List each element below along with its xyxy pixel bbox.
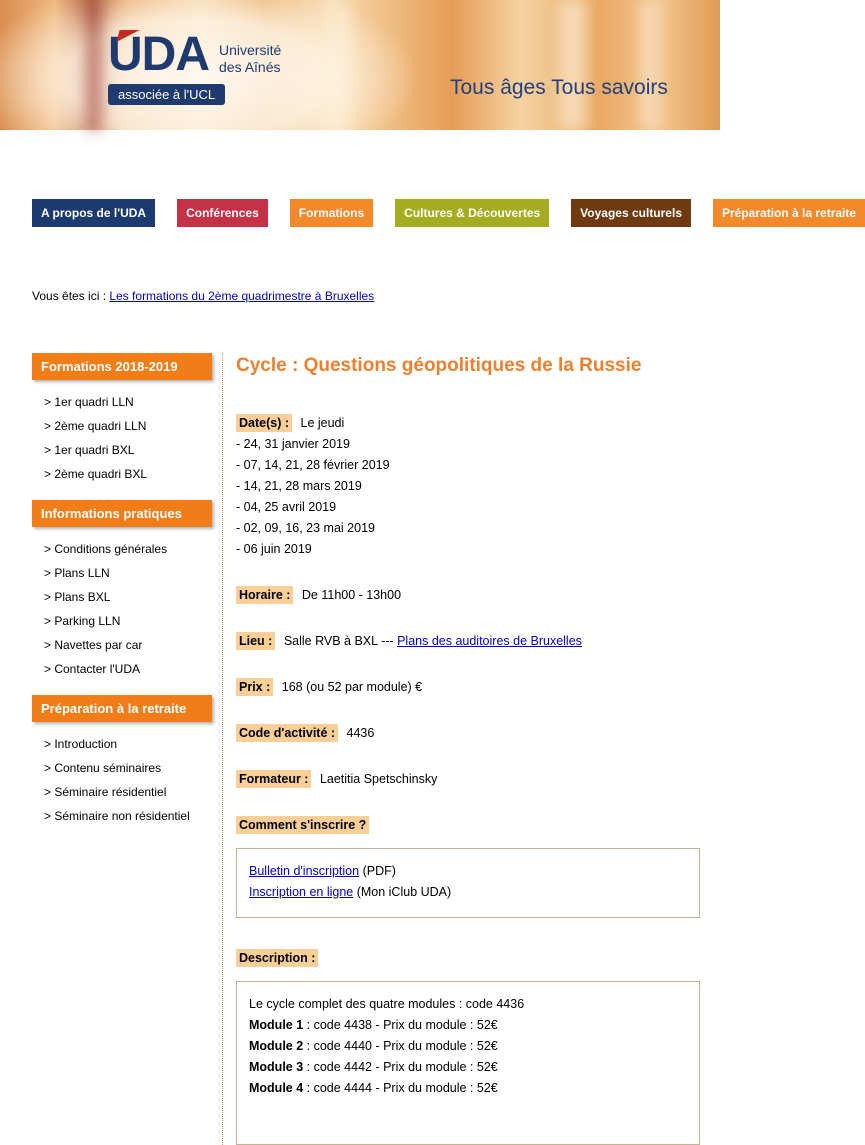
inscription-box [236, 848, 700, 918]
logo-red-flag-icon [116, 30, 139, 42]
breadcrumb [32, 289, 720, 303]
sidebar-item-contenu-seminaires[interactable]: > Contenu séminaires [44, 761, 162, 775]
bulletin-inscription-link[interactable]: Bulletin d'inscription [249, 864, 360, 878]
sidebar-section-infos-pratiques: Informations pratiques [32, 500, 212, 527]
horaire-label: Horaire : [236, 586, 293, 604]
sidebar-item-1er-quadri-bxl[interactable]: > 1er quadri BXL [44, 443, 135, 457]
nav-cultures-decouvertes[interactable]: Cultures & Découvertes [395, 199, 549, 227]
uda-logo-text: UDA [108, 28, 209, 81]
inscription-row [249, 882, 687, 903]
code-activite-label: Code d'activité : [236, 724, 338, 742]
horaire-value: De 11h00 - 13h00 [301, 588, 402, 602]
sidebar-section-formations: Formations 2018-2019 [32, 353, 212, 380]
nav-a-propos[interactable]: A propos de l'UDA [32, 199, 155, 227]
nav-conferences[interactable]: Conférences [177, 199, 268, 227]
description-header [236, 948, 700, 969]
site-tagline: Tous âges Tous savoirs [450, 76, 668, 99]
uda-logo[interactable] [108, 28, 281, 105]
inscription-header [236, 815, 700, 836]
sidebar-item-parking-lln[interactable]: > Parking LLN [44, 614, 121, 628]
sidebar-item-conditions-generales[interactable]: > Conditions générales [44, 542, 168, 556]
inscription-header-label: Comment s'inscrire ? [236, 816, 369, 834]
sidebar [32, 353, 212, 1145]
header-banner [0, 0, 720, 130]
sidebar-section-preparation-retraite: Préparation à la retraite [32, 695, 212, 722]
module-line: Module 2 : code 4440 - Prix du module : 52€ [249, 1039, 498, 1053]
field-lieu [236, 631, 700, 652]
nav-preparation-retraite[interactable]: Préparation à la retraite [713, 199, 865, 227]
description-header-label: Description : [236, 949, 318, 967]
module-line: Module 1 : code 4438 - Prix du module : 52€ [249, 1018, 498, 1032]
hero-blur-streak [560, 0, 586, 130]
date-line: - 24, 31 janvier 2019 [236, 437, 350, 451]
field-formateur [236, 769, 700, 790]
lieu-label: Lieu : [236, 632, 275, 650]
date-line: - 02, 09, 16, 23 mai 2019 [236, 521, 375, 535]
sidebar-item-navettes-par-car[interactable]: > Navettes par car [44, 638, 143, 652]
field-code-activite [236, 723, 700, 744]
field-dates [236, 413, 700, 560]
sidebar-item-2eme-quadri-lln[interactable]: > 2ème quadri LLN [44, 419, 147, 433]
field-horaire [236, 585, 700, 606]
sidebar-item-plans-bxl[interactable]: > Plans BXL [44, 590, 111, 604]
prix-value: 168 (ou 52 par module) € [281, 680, 423, 694]
uda-logo-banner: associée à l'UCL [108, 84, 225, 105]
inscription-row [249, 861, 687, 882]
inscription-en-ligne-link[interactable]: Inscription en ligne [249, 885, 354, 899]
sidebar-item-contacter-uda[interactable]: > Contacter l'UDA [44, 662, 140, 676]
nav-voyages-culturels[interactable]: Voyages culturels [571, 199, 691, 227]
sidebar-item-seminaire-non-residentiel[interactable]: > Séminaire non résidentiel [44, 809, 190, 823]
content-area [32, 353, 720, 1145]
sidebar-item-introduction[interactable]: > Introduction [44, 737, 118, 751]
hero-blur-streak [86, 0, 102, 130]
hero-blur-streak [330, 0, 352, 130]
lieu-value: Salle RVB à BXL --- [283, 634, 398, 648]
date-line: - 07, 14, 21, 28 février 2019 [236, 458, 390, 472]
date-line: - 06 juin 2019 [236, 542, 312, 556]
uda-logo-subtitle: Université des Aînés [219, 42, 282, 75]
breadcrumb-prefix: Vous êtes ici : [32, 289, 110, 303]
description-intro: Le cycle complet des quatre modules : code 4436 [249, 997, 525, 1011]
description-box [236, 981, 700, 1145]
sidebar-item-1er-quadri-lln[interactable]: > 1er quadri LLN [44, 395, 134, 409]
sidebar-item-2eme-quadri-bxl[interactable]: > 2ème quadri BXL [44, 467, 148, 481]
dates-label: Date(s) : [236, 414, 292, 432]
inscription-en-ligne-suffix: (Mon iClub UDA) [353, 885, 452, 899]
breadcrumb-link[interactable]: Les formations du 2ème quadrimestre à Bruxelles [109, 289, 375, 303]
main-navigation [32, 199, 857, 227]
field-prix [236, 677, 700, 698]
formateur-label: Formateur : [236, 770, 311, 788]
hero-blur-streak [640, 0, 658, 130]
plans-auditoires-link[interactable]: Plans des auditoires de Bruxelles [397, 634, 582, 648]
bulletin-inscription-suffix: (PDF) [359, 864, 396, 878]
nav-formations[interactable]: Formations [290, 199, 373, 227]
module-line: Module 4 : code 4444 - Prix du module : 52€ [249, 1081, 498, 1095]
code-activite-value: 4436 [346, 726, 375, 740]
prix-label: Prix : [236, 678, 273, 696]
formateur-value: Laetitia Spetschinsky [319, 772, 438, 786]
dates-value: Le jeudi [300, 416, 345, 430]
date-line: - 14, 21, 28 mars 2019 [236, 479, 362, 493]
main-content [222, 353, 720, 1145]
sidebar-item-plans-lln[interactable]: > Plans LLN [44, 566, 110, 580]
module-line: Module 3 : code 4442 - Prix du module : 52€ [249, 1060, 498, 1074]
date-line: - 04, 25 avril 2019 [236, 500, 337, 514]
sidebar-item-seminaire-residentiel[interactable]: > Séminaire résidentiel [44, 785, 167, 799]
page-title: Cycle : Questions géopolitiques de la Russie [236, 355, 642, 376]
